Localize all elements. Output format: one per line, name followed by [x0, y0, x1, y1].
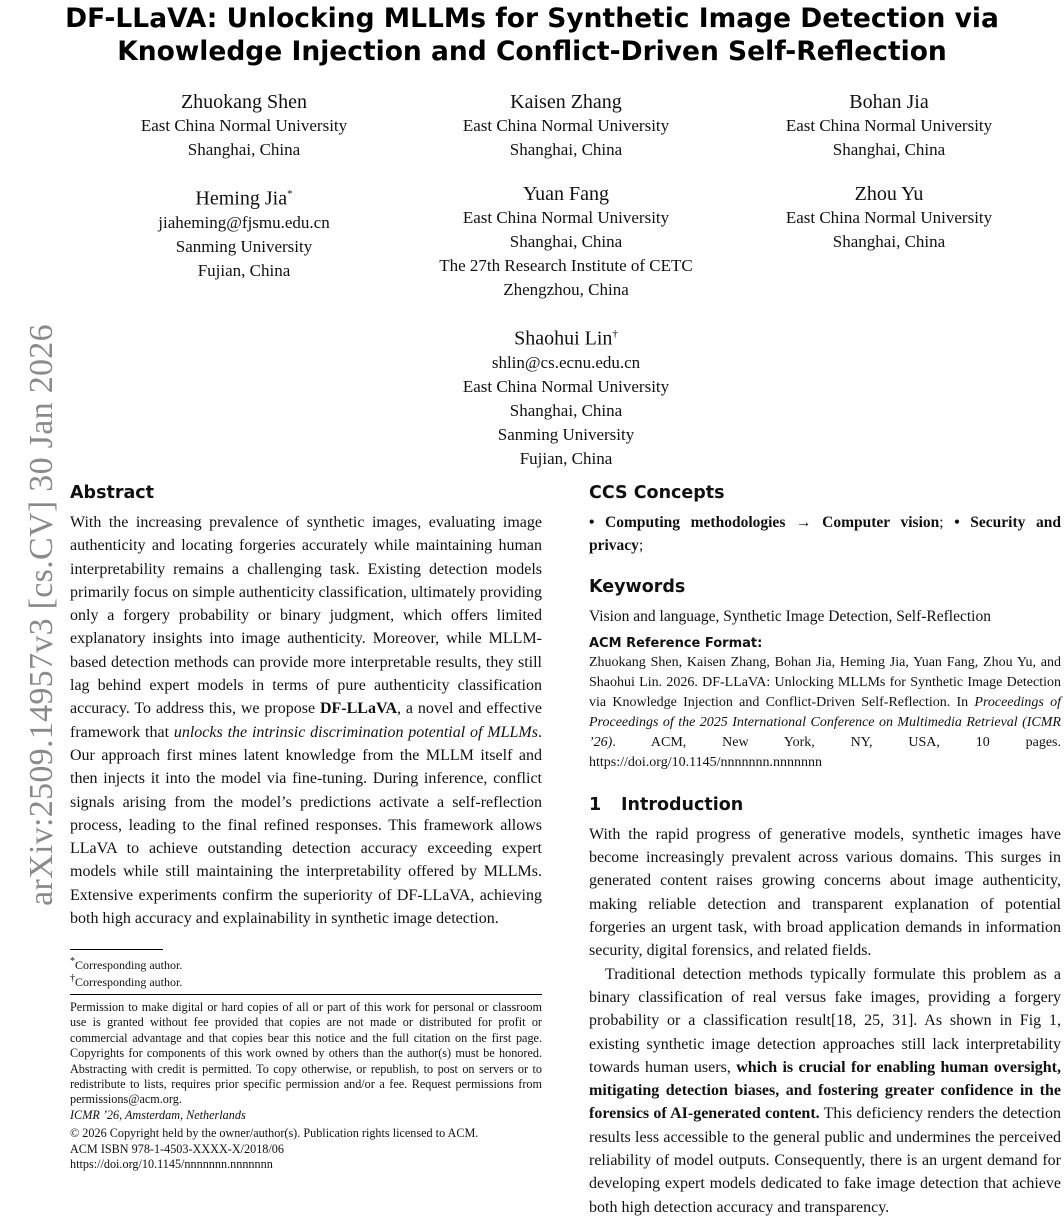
reference-text-part: Zhuokang Shen, Kaisen Zhang, Bohan Jia, Heming Jia, Yuan Fang, Zhou Yu, and Shaohui Lin. 2026. DF-LLaVA: Unlocking MLLMs for Synthetic Image Detection via Knowledge Injection and Conflict-Driven Self-Reflection. In: [589, 654, 1061, 710]
abstract-bold: DF-LLaVA: [319, 700, 397, 718]
author-name: Kaisen Zhang: [510, 91, 622, 113]
author-affiliation: Sanming University: [497, 424, 635, 444]
author-affiliation: East China Normal University: [785, 208, 993, 227]
intro-paragraph-2: [589, 963, 1061, 1219]
reference-text-part: . ACM, New York, NY, USA, 10 pages. https://doi.org/10.1145/nnnnnnn.nnnnnnn: [589, 734, 1061, 770]
copyright: © 2026 Copyright held by the owner/author(s). Publication rights licensed to ACM.: [70, 1126, 479, 1141]
abstract-text-part: , a novel and effective framework that: [70, 700, 542, 741]
ccs-end: ;: [638, 537, 644, 555]
author-block: [401, 322, 731, 471]
intro-paragraph-1: With the rapid progress of generative models, synthetic images have become increasingly prevalent across various domains. This surges in generated content raises growing concerns about image authenticity, making reliable detection and transparent explanation of potential forgeries an urgent task, with broad application demands in information security, digital forensics, and related fields.: [589, 825, 1061, 960]
title-line-1: DF-LLaVA: Unlocking MLLMs for Synthetic Image Detection via: [65, 3, 999, 34]
ccs-concept: • Security and privacy: [589, 514, 1061, 555]
section-number: 1: [589, 794, 602, 815]
corresponding-mark: †: [612, 328, 618, 340]
author-location: Fujian, China: [197, 260, 291, 280]
author-location: Shanghai, China: [509, 400, 623, 420]
ccs-heading: CCS Concepts: [589, 483, 725, 503]
reference-heading: ACM Reference Format:: [589, 635, 763, 651]
author-name: Zhou Yu: [854, 183, 924, 205]
footnote-mark: †: [70, 973, 75, 984]
author-block: [724, 90, 1054, 162]
footnote-rule: [70, 949, 163, 950]
author-affiliation: The 27th Research Institute of CETC: [439, 256, 693, 275]
abstract-heading: Abstract: [70, 483, 155, 503]
author-affiliation: Sanming University: [175, 236, 313, 256]
reference-italic: Proceedings of Proceedings of the 2025 International Conference on Multimedia Retrieval (ICMR ’26): [589, 694, 1061, 750]
author-location: Shanghai, China: [832, 232, 946, 251]
author-affiliation: East China Normal University: [462, 376, 670, 396]
right-column: [589, 481, 1061, 1219]
author-block: [724, 182, 1054, 254]
author-location: Zhengzhou, China: [503, 280, 629, 299]
author-name: Bohan Jia: [849, 91, 929, 113]
footnote-text: Corresponding author.: [75, 975, 183, 989]
ccs-separator: ;: [939, 514, 955, 531]
abstract-italic: unlocks the intrinsic discrimination potential of MLLMs: [173, 723, 538, 741]
doi-link[interactable]: https://doi.org/10.1145/nnnnnnn.nnnnnnn: [70, 1157, 273, 1172]
arxiv-stamp: [23, 324, 62, 906]
title-line-2: Knowledge Injection and Conflict-Driven Self-Reflection: [117, 36, 947, 67]
author-block: [79, 90, 409, 162]
permission-rule: [70, 994, 542, 995]
intro-text-part: Traditional detection methods typically formulate this problem as a binary classification of real versus fake images, providing a forgery probability or a classification result[18, 25, 31]. As shown in Fig 1, existing synthetic image detection approaches still lack interpretability towards human users,: [589, 965, 1061, 1076]
venue: ICMR ’26, Amsterdam, Netherlands: [70, 1107, 246, 1122]
author-affiliation: East China Normal University: [462, 208, 670, 227]
ccs-concept: Computer vision: [822, 514, 940, 531]
author-email[interactable]: jiaheming@fjsmu.edu.cn: [158, 212, 330, 232]
keywords-text: Vision and language, Synthetic Image Detection, Self-Reflection: [589, 607, 991, 625]
author-name: Yuan Fang: [522, 183, 610, 205]
corresponding-mark: *: [287, 188, 293, 200]
author-name: Heming Jia: [195, 187, 288, 210]
author-block: [79, 182, 409, 283]
author-location: Shanghai, China: [509, 140, 623, 159]
footnote-text: Corresponding author.: [75, 958, 183, 972]
ccs-text: [589, 511, 1061, 558]
ccs-arrow: →: [785, 514, 823, 531]
paper-title: [0, 2, 1064, 68]
author-location: Fujian, China: [519, 448, 613, 468]
author-location: Shanghai, China: [509, 232, 623, 251]
abstract-section: [70, 481, 542, 930]
reference-text: [589, 653, 1061, 773]
arxiv-stamp-text: arXiv:2509.14957v3 [cs.CV] 30 Jan 2026: [23, 324, 60, 906]
intro-heading: [589, 793, 1061, 817]
intro-text-part: This deficiency renders the detection results less accessible to the general public and undermines the perceived reliability of model outputs. Consequently, there is an urgent demand for developing expert models dedicated to fake image detection that achieve both high detection accuracy and transparency.: [589, 1105, 1061, 1216]
ccs-concept: • Computing methodologies: [589, 514, 786, 531]
permission-block: [70, 1000, 542, 1172]
keywords-heading: Keywords: [589, 576, 686, 597]
isbn: ACM ISBN 978-1-4503-XXXX-X/2018/06: [70, 1141, 284, 1156]
author-location: Shanghai, China: [187, 140, 301, 159]
author-name: Zhuokang Shen: [180, 91, 308, 113]
abstract-text-part: With the increasing prevalence of synthetic images, evaluating image authenticity and locating forgeries accurately while maintaining human interpretability remains a challenging task. Existing detection models primarily focus on simple authenticity classification, ultimately providing only a forgery probability or binary judgment, which offers limited explanatory insights into image authenticity. Moreover, while MLLM-based detection methods can provide more interpretable results, they still lag behind expert models in terms of pure authenticity classification accuracy. To address this, we propose: [70, 514, 542, 718]
footnote-mark: *: [70, 956, 75, 967]
author-name: Shaohui Lin: [514, 327, 613, 350]
section-title: Introduction: [621, 794, 744, 815]
abstract-text: [70, 511, 542, 930]
author-block: [401, 182, 731, 302]
author-affiliation: East China Normal University: [462, 116, 670, 135]
author-location: Shanghai, China: [832, 140, 946, 159]
author-email[interactable]: shlin@cs.ecnu.edu.cn: [491, 352, 641, 372]
abstract-text-part: . Our approach first mines latent knowledge from the MLLM itself and then injects it into the model via fine-tuning. During inference, conflict signals arising from the model’s predictions activate a self-reflection process, leading to the final refined responses. This framework allows LLaVA to achieve outstanding detection accuracy exceeding expert models while still maintaining the interpretability offered by MLLMs. Extensive experiments confirm the superiority of DF-LLaVA, achieving both high accuracy and explainability in synthetic image detection.: [70, 723, 542, 928]
author-affiliation: East China Normal University: [785, 116, 993, 135]
author-block: [401, 90, 731, 162]
author-affiliation: East China Normal University: [140, 116, 348, 135]
permission-text: Permission to make digital or hard copies of all or part of this work for personal or classroom use is granted without fee provided that copies are not made or distributed for profit or commercial advantage and that copies bear this notice and the full citation on the first page. Copyrights for components of this work owned by others than the author(s) must be honored. Abstracting with credit is permitted. To copy otherwise, or republish, to post on servers or to redistribute to lists, requires prior specific permission and/or a fee. Request permissions from permissions@acm.org.: [70, 1000, 542, 1107]
footnote-2: [70, 971, 182, 990]
intro-bold: which is crucial for enabling human oversight, mitigating detection biases, and fostering greater confidence in the forensics of AI-generated content.: [589, 1058, 1061, 1123]
